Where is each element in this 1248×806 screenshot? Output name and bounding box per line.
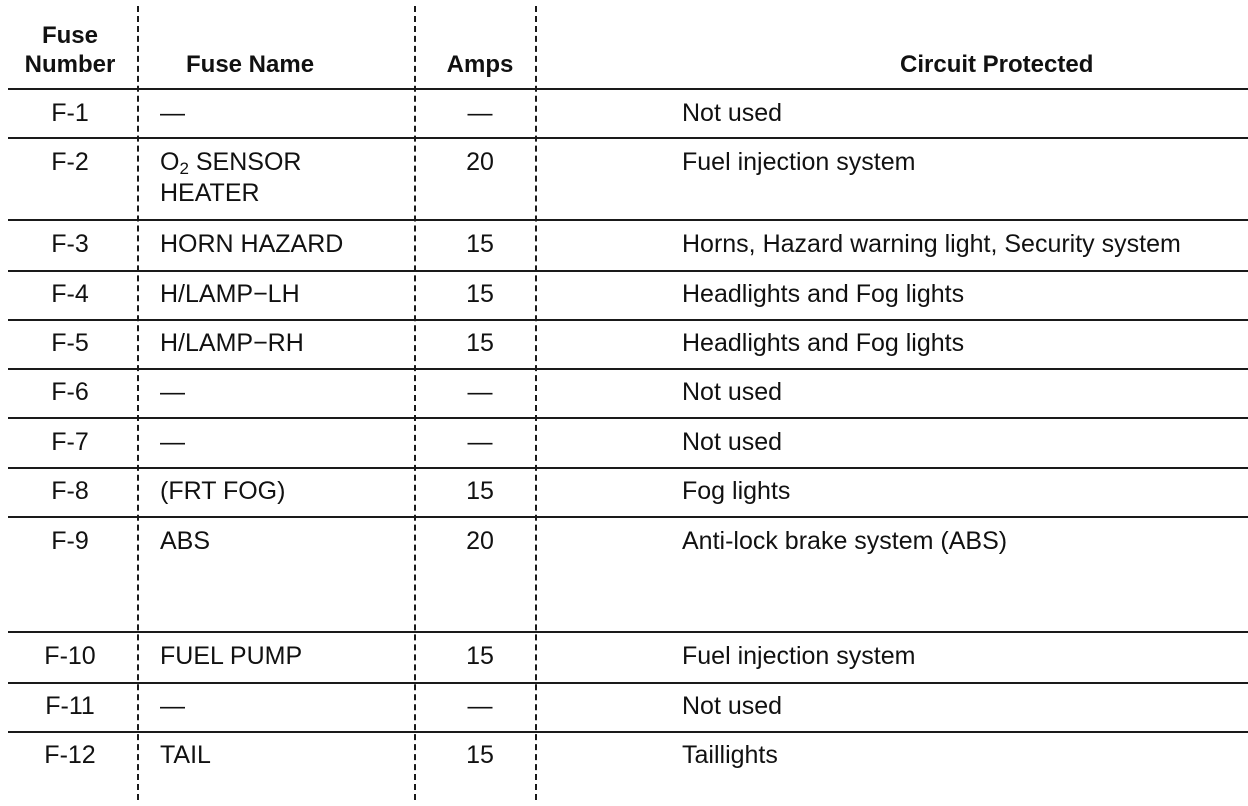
row-divider xyxy=(8,731,1248,733)
header-fuse-number-line2: Number xyxy=(24,51,116,78)
fuse-name-cell: — xyxy=(160,692,185,720)
fuse-name-subscript: 2 xyxy=(179,159,189,178)
fuse-name-cell xyxy=(160,147,301,209)
circuit-cell: Taillights xyxy=(682,741,778,769)
amps-cell: — xyxy=(467,428,493,456)
amps-cell: 20 xyxy=(466,148,494,176)
circuit-cell: Not used xyxy=(682,428,783,456)
circuit-cell: Horns, Hazard warning light, Security system xyxy=(682,230,1181,258)
circuit-cell: Headlights and Fog lights xyxy=(682,329,965,357)
amps-cell: 15 xyxy=(466,230,494,258)
row-divider xyxy=(8,137,1248,139)
fuse-name-cell: TAIL xyxy=(160,741,211,769)
fuse-number-cell: F-11 xyxy=(45,692,95,720)
fuse-name-line2: HEATER xyxy=(160,179,260,207)
row-divider xyxy=(8,417,1248,419)
amps-cell: 15 xyxy=(466,741,494,769)
fuse-number-cell: F-12 xyxy=(44,741,96,769)
fuse-name-prefix: O xyxy=(160,148,180,176)
amps-cell: 15 xyxy=(466,642,494,670)
amps-cell: — xyxy=(467,99,493,127)
fuse-name-cell: — xyxy=(160,99,185,127)
fuse-number-cell: F-5 xyxy=(51,329,89,357)
fuse-number-cell: F-9 xyxy=(51,527,89,555)
header-circuit-protected: Circuit Protected xyxy=(900,51,1094,78)
circuit-cell: Fuel injection system xyxy=(682,148,916,176)
circuit-cell: Fog lights xyxy=(682,477,791,505)
amps-cell: — xyxy=(467,378,493,406)
circuit-cell: Not used xyxy=(682,99,783,127)
fuse-name-cell: — xyxy=(160,428,185,456)
fuse-name-cell: H/LAMP−RH xyxy=(160,329,304,357)
row-divider xyxy=(8,88,1248,90)
fuse-number-cell: F-2 xyxy=(51,148,89,176)
circuit-cell: Not used xyxy=(682,378,783,406)
fuse-name-cell: ABS xyxy=(160,527,211,555)
fuse-number-cell: F-4 xyxy=(51,280,89,308)
row-divider xyxy=(8,467,1248,469)
fuse-name-cell: (FRT FOG) xyxy=(160,477,286,505)
fuse-number-cell: F-7 xyxy=(51,428,89,456)
column-divider xyxy=(137,6,139,800)
fuse-name-cell: H/LAMP−LH xyxy=(160,280,300,308)
amps-cell: 20 xyxy=(466,527,494,555)
header-fuse-name: Fuse Name xyxy=(186,51,315,78)
fuse-name-suffix: SENSOR xyxy=(188,148,302,176)
fuse-name-cell: FUEL PUMP xyxy=(160,642,303,670)
row-divider xyxy=(8,319,1248,321)
fuse-number-cell: F-6 xyxy=(51,378,89,406)
circuit-cell: Anti-lock brake system (ABS) xyxy=(682,527,1008,555)
circuit-cell: Headlights and Fog lights xyxy=(682,280,965,308)
circuit-cell: Fuel injection system xyxy=(682,642,916,670)
fuse-name-cell: HORN HAZARD xyxy=(160,230,344,258)
column-divider xyxy=(414,6,416,800)
fuse-number-cell: F-10 xyxy=(44,642,96,670)
fuse-number-cell: F-8 xyxy=(51,477,89,505)
fuse-name-cell: — xyxy=(160,378,185,406)
fuse-number-cell: F-1 xyxy=(51,99,89,127)
amps-cell: 15 xyxy=(466,329,494,357)
header-fuse-number xyxy=(10,21,130,79)
header-fuse-number-line1: Fuse xyxy=(41,22,98,49)
row-divider xyxy=(8,682,1248,684)
circuit-cell: Not used xyxy=(682,692,783,720)
amps-cell: 15 xyxy=(466,280,494,308)
fuse-number-cell: F-3 xyxy=(51,230,89,258)
row-divider xyxy=(8,516,1248,518)
row-divider xyxy=(8,368,1248,370)
amps-cell: — xyxy=(467,692,493,720)
header-amps: Amps xyxy=(446,51,514,78)
row-divider xyxy=(8,631,1248,633)
row-divider xyxy=(8,219,1248,221)
row-divider xyxy=(8,270,1248,272)
amps-cell: 15 xyxy=(466,477,494,505)
